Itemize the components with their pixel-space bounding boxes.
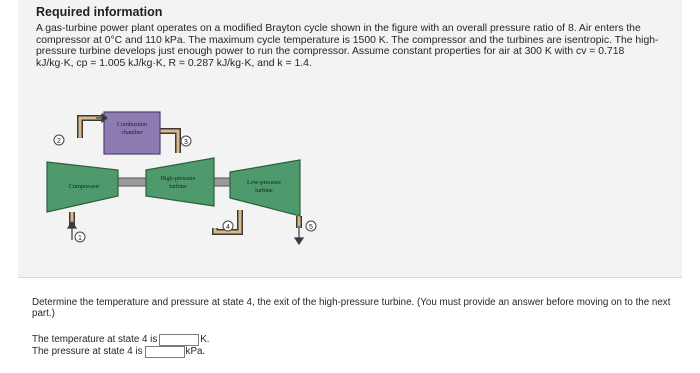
pressure-unit: kPa. — [185, 346, 206, 357]
temperature-input[interactable] — [159, 334, 199, 346]
state-marker-2 — [54, 135, 64, 145]
combustion-chamber-label: Combustion — [116, 121, 148, 128]
state-3-label: 3 — [184, 139, 188, 146]
lp-turbine-label: Low-pressure — [246, 179, 282, 186]
state-marker-4 — [223, 221, 233, 231]
state-1-label: 1 — [78, 235, 82, 242]
compressor-label: Compressor — [68, 183, 100, 190]
section-heading: Required information — [36, 5, 163, 19]
problem-statement: A gas-turbine power plant operates on a modified Brayton cycle shown in the figure with an overall pressure ratio of 8. Air enters the compressor at 0°C and 110 kPa. The maximum cycle temperature is 1500 K. The compressor and the turbines are isentropic. The high-pressure turbine develops just enough power to run the compressor. Assume constant properties for air at 300 K with cv = 0.718 kJ/kg·K, cp = 1.005 kJ/kg·K, R = 0.287 kJ/kg·K, and k = 1.4. — [36, 23, 659, 69]
state-2-label: 2 — [57, 138, 61, 145]
pressure-answer-row — [32, 345, 205, 358]
hp-turbine-label-2: turbine — [169, 183, 187, 190]
pressure-label: The pressure at state 4 is — [32, 346, 143, 357]
combustion-chamber-label-2: chamber — [121, 129, 143, 136]
state-marker-1 — [75, 232, 85, 242]
lp-turbine-label-2: turbine — [255, 187, 273, 194]
state-marker-5 — [306, 221, 316, 231]
state-marker-3 — [181, 136, 191, 146]
hp-turbine-label: High-pressure — [160, 175, 196, 182]
question-text: Determine the temperature and pressure at state 4, the exit of the high-pressure turbine. (You must provide an answer before moving on to the next part.) — [32, 297, 671, 319]
temperature-label: The temperature at state 4 is — [32, 334, 158, 345]
temperature-unit: K. — [200, 334, 210, 345]
question-part — [18, 277, 682, 373]
pressure-input[interactable] — [145, 346, 185, 358]
state-4-label: 4 — [226, 224, 230, 231]
high-pressure-turbine — [146, 158, 214, 206]
state-5-label: 5 — [309, 224, 313, 231]
